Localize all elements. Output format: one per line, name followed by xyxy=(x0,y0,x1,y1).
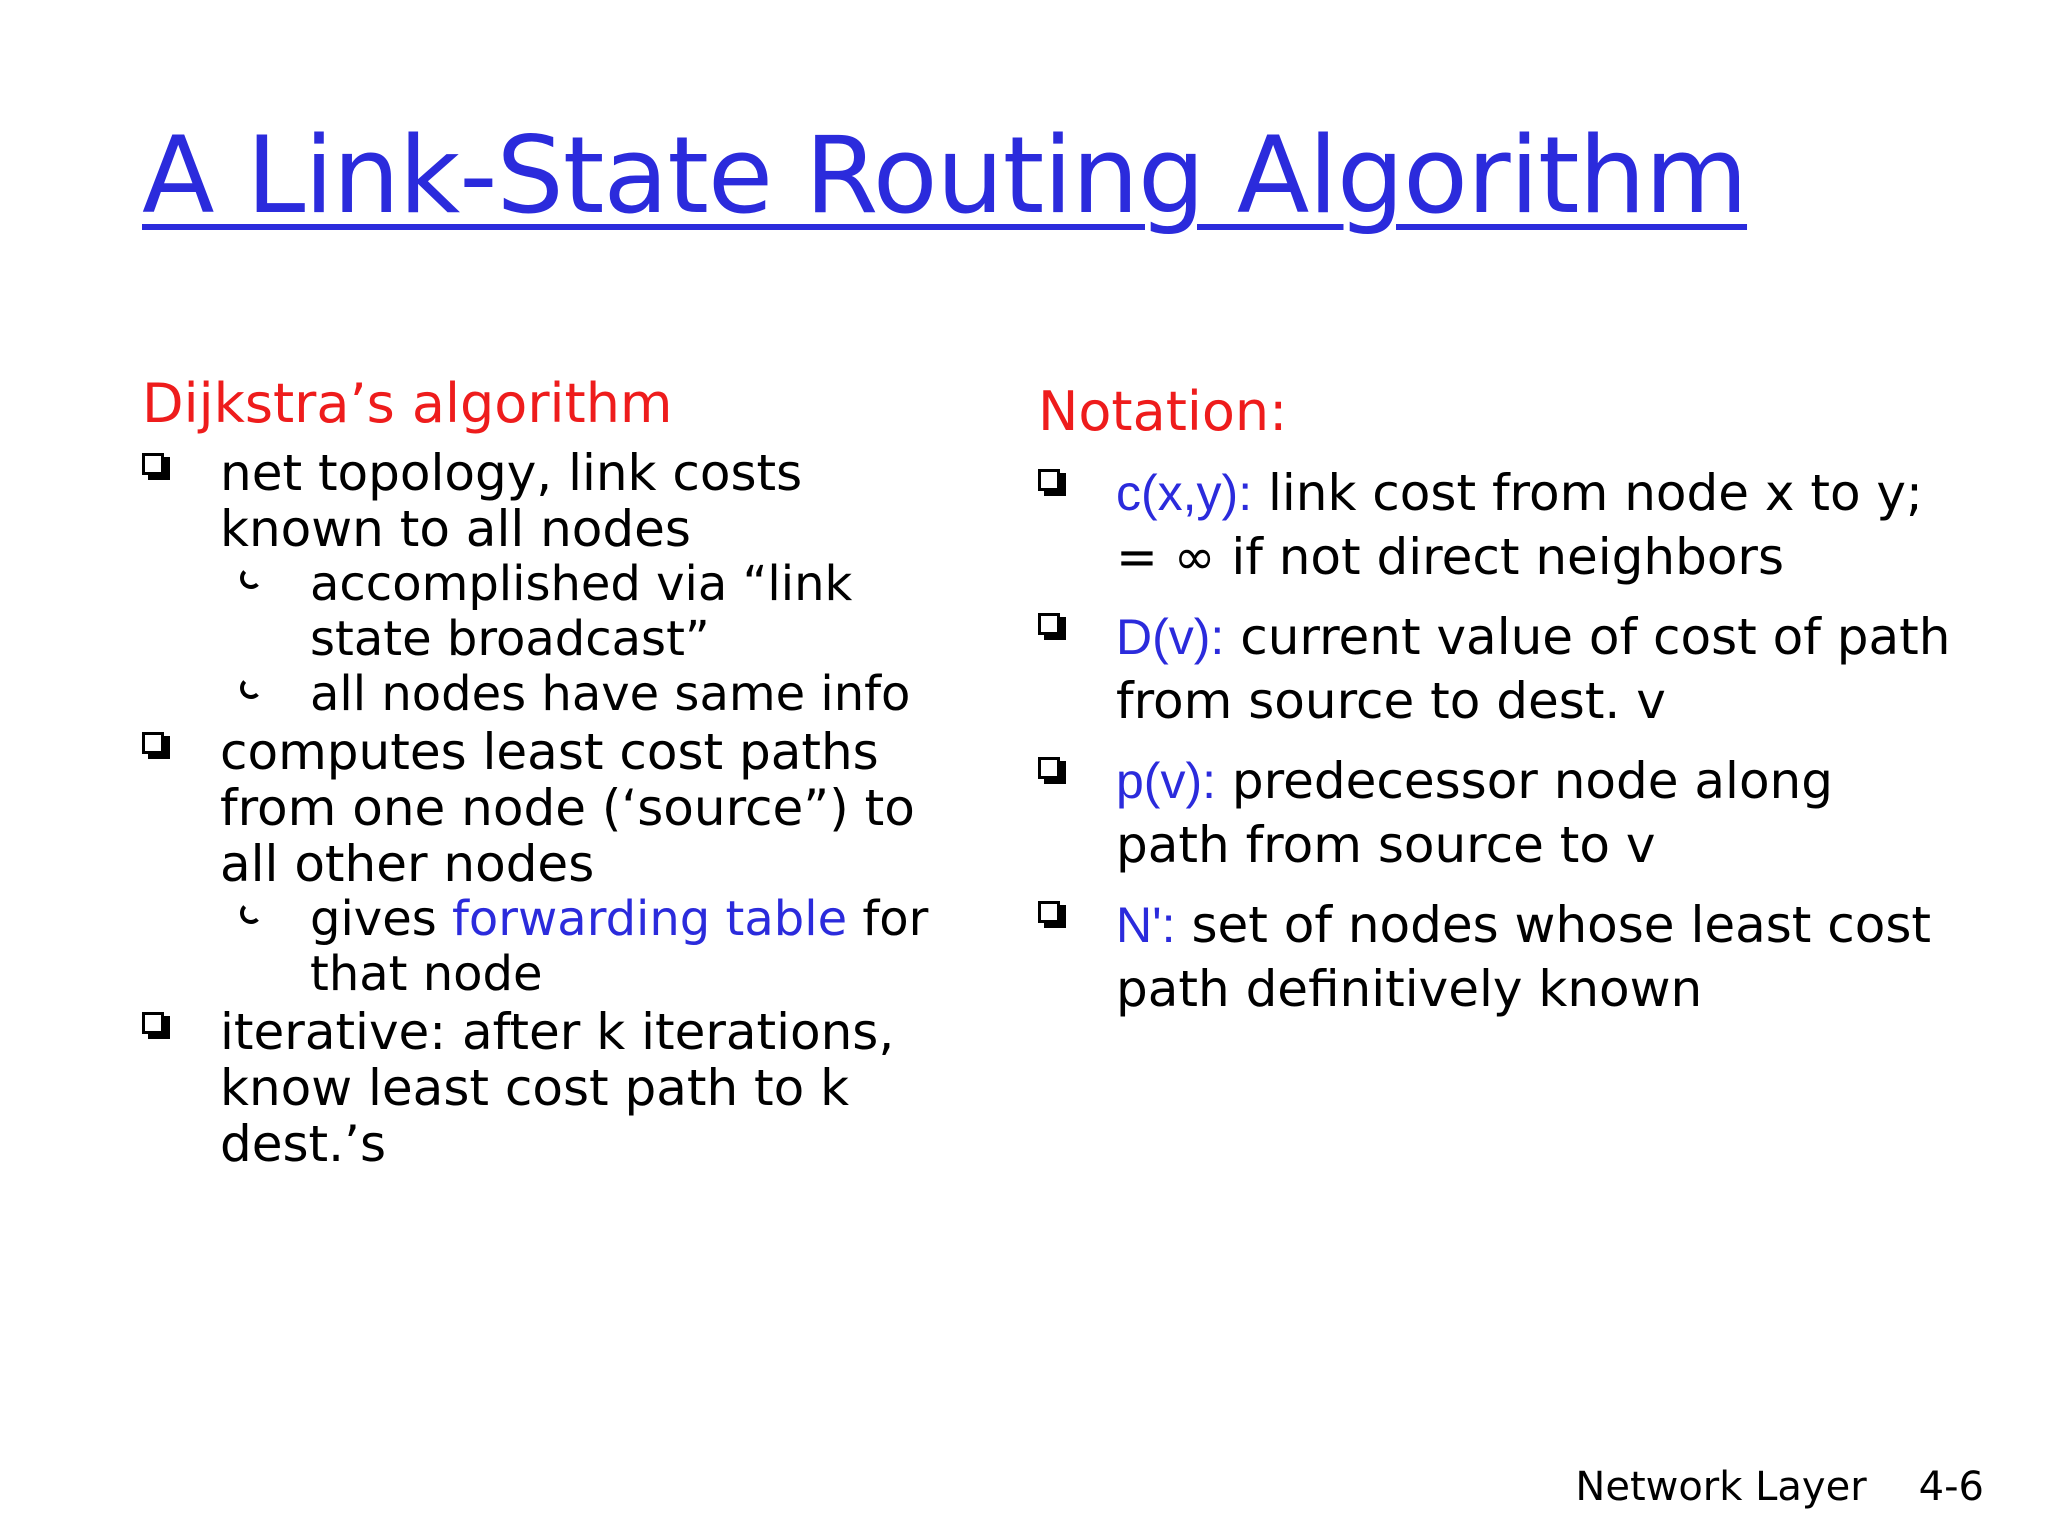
sub-bullet-item xyxy=(142,557,972,667)
notation-term: c(x,y): xyxy=(1116,464,1253,521)
left-column xyxy=(142,372,972,1172)
sub-bullet-text: all nodes have same info xyxy=(310,665,911,722)
square-bullet-icon xyxy=(1038,611,1068,641)
right-heading: Notation: xyxy=(1038,380,1288,443)
square-bullet-icon xyxy=(142,730,172,760)
sub-bullet-item xyxy=(142,667,972,722)
slide-title: A Link-State Routing Algorithm xyxy=(142,114,1748,237)
page-number: 4-6 xyxy=(1918,1464,1984,1510)
sub-bullet-text-post: for that node xyxy=(310,890,929,1002)
notation-text: predecessor node along path from source to v xyxy=(1116,751,1833,874)
notation-item xyxy=(1038,749,1958,877)
ring-bullet-icon xyxy=(240,677,262,699)
bullet-item xyxy=(142,1004,972,1172)
sub-bullet-text-pre: gives xyxy=(310,890,453,947)
notation-text: link cost from node x to y; = ∞ if not direct neighbors xyxy=(1116,463,1923,586)
ring-bullet-icon xyxy=(240,902,262,924)
notation-term: N': xyxy=(1116,896,1176,953)
notation-item xyxy=(1038,893,1958,1021)
bullet-item xyxy=(142,724,972,892)
bullet-text: computes least cost paths from one node (‘source”) to all other nodes xyxy=(220,722,915,893)
forwarding-table-highlight: forwarding table xyxy=(452,890,848,947)
square-bullet-icon xyxy=(1038,755,1068,785)
notation-text: current value of cost of path from source to dest. v xyxy=(1116,607,1951,730)
notation-item xyxy=(1038,461,1958,589)
sub-bullet-text: accomplished via “link state broadcast” xyxy=(310,555,853,667)
square-bullet-icon xyxy=(142,1010,172,1040)
ring-bullet-icon xyxy=(240,567,262,589)
square-bullet-icon xyxy=(1038,899,1068,929)
sub-bullet-item xyxy=(142,892,972,1002)
bullet-item xyxy=(142,445,972,557)
left-heading: Dijkstra’s algorithm xyxy=(142,372,673,435)
slide-footer xyxy=(1575,1464,1984,1510)
notation-term: p(v): xyxy=(1116,752,1216,809)
notation-term: D(v): xyxy=(1116,608,1225,665)
bullet-text: net topology, link costs known to all nodes xyxy=(220,443,803,558)
footer-section: Network Layer xyxy=(1575,1464,1867,1510)
bullet-text: iterative: after k iterations, know least cost path to k dest.’s xyxy=(220,1002,895,1173)
square-bullet-icon xyxy=(1038,467,1068,497)
notation-item xyxy=(1038,605,1958,733)
square-bullet-icon xyxy=(142,451,172,481)
notation-text: set of nodes whose least cost path definitively known xyxy=(1116,895,1932,1018)
right-column xyxy=(1038,380,1958,1037)
